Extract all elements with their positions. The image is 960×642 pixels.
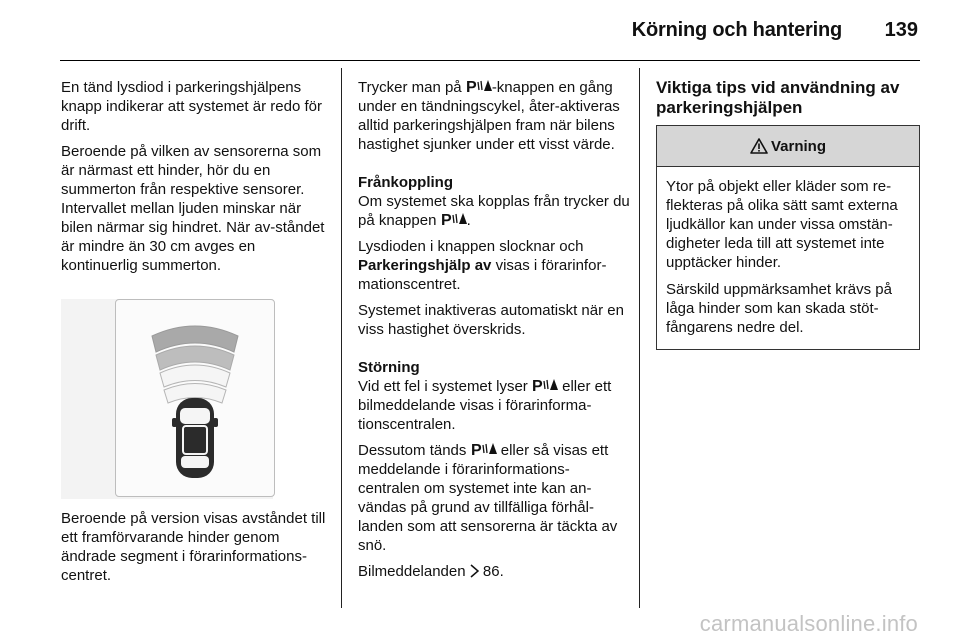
page-reference-link[interactable]: 86. (482, 563, 504, 580)
car-top-view-icon (172, 398, 218, 478)
column-2 (358, 78, 630, 588)
column-1 (61, 78, 327, 592)
section-title-tips: Viktiga tips vid användning av parkeringshjälpen (656, 78, 900, 117)
paragraph: Lysdioden i knappen slocknar och Parkeringshjälp av visas i förarinfor-mationscentret. (358, 238, 607, 293)
paragraph: Om systemet ska kopplas från trycker du på knappen P . (358, 193, 630, 229)
paragraph: Ytor på objekt eller kläder som re-flekteras på olika sätt samt externa ljudkällor kan under vissa omstän-digheter leda till att systemet inte upptäcker hinder. (666, 178, 898, 271)
paragraph: Vid ett fel i systemet lyser P eller ett bilmeddelande visas i förarinforma-tionscentralen. (358, 378, 612, 433)
warning-triangle-icon (750, 138, 768, 154)
svg-text:P: P (465, 79, 477, 94)
page-reference-arrow-icon (470, 564, 479, 578)
paragraph: En tänd lysdiod i parkeringshjälpens knapp indikerar att systemet är redo för drift. (61, 79, 322, 134)
page-header (0, 0, 960, 60)
section-heading-fault: Störning (358, 359, 420, 376)
section-heading-disconnect: Frånkoppling (358, 174, 453, 191)
park-assist-icon (532, 377, 558, 393)
park-assist-icon (441, 211, 467, 227)
column-divider (341, 68, 342, 608)
paragraph: Beroende på vilken av sensorerna som är närmast ett hinder, hör du en summerton från respektive sensorer. Intervallet mellan ljuden minskar när bilen närmar sig hindret. När av-ståndet är mindre än 30 cm avges en kontinuerlig summerton. (61, 143, 325, 274)
car-sensor-illustration (116, 300, 274, 496)
paragraph: Trycker man på P -knappen en gång under en tändningscykel, åter-aktiveras alltid parkeringshjälpen fram när bilens hastighet sjunker under ett visst värde. (358, 79, 620, 153)
svg-text:P: P (470, 442, 482, 457)
paragraph: Särskild uppmärksamhet krävs på låga hinder som kan skada stöt-fångarens nedre del. (666, 281, 892, 336)
paragraph: Dessutom tänds P eller så visas ett meddelande i förarinformations-centralen om systemet inte kan an-vändas på grund av tillfälliga förhål-landen som att sensorerna är täckta av snö. (358, 442, 618, 554)
display-frame (115, 299, 275, 497)
warning-box (656, 125, 920, 350)
column-3 (656, 78, 922, 350)
paragraph: Bilmeddelanden 86. (358, 563, 504, 580)
park-assist-icon (466, 78, 492, 94)
paragraph: Systemet inaktiveras automatiskt när en viss hastighet överskrids. (358, 302, 624, 338)
warning-header (657, 126, 919, 167)
paragraph: Beroende på version visas avståndet till ett framförvarande hinder genom ändrade segment i förarinformations-centret. (61, 510, 326, 584)
park-assist-icon (471, 441, 497, 457)
watermark: carmanualsonline.info (699, 611, 918, 636)
page-number: 139 (884, 19, 918, 41)
parking-assist-display-figure (61, 299, 273, 499)
column-divider (639, 68, 640, 608)
svg-text:P: P (531, 378, 543, 393)
header-rule (60, 60, 920, 61)
svg-text:P: P (440, 212, 452, 227)
warning-body (657, 167, 919, 349)
warning-label: Varning (770, 137, 826, 155)
chapter-title: Körning och hantering (631, 19, 842, 41)
